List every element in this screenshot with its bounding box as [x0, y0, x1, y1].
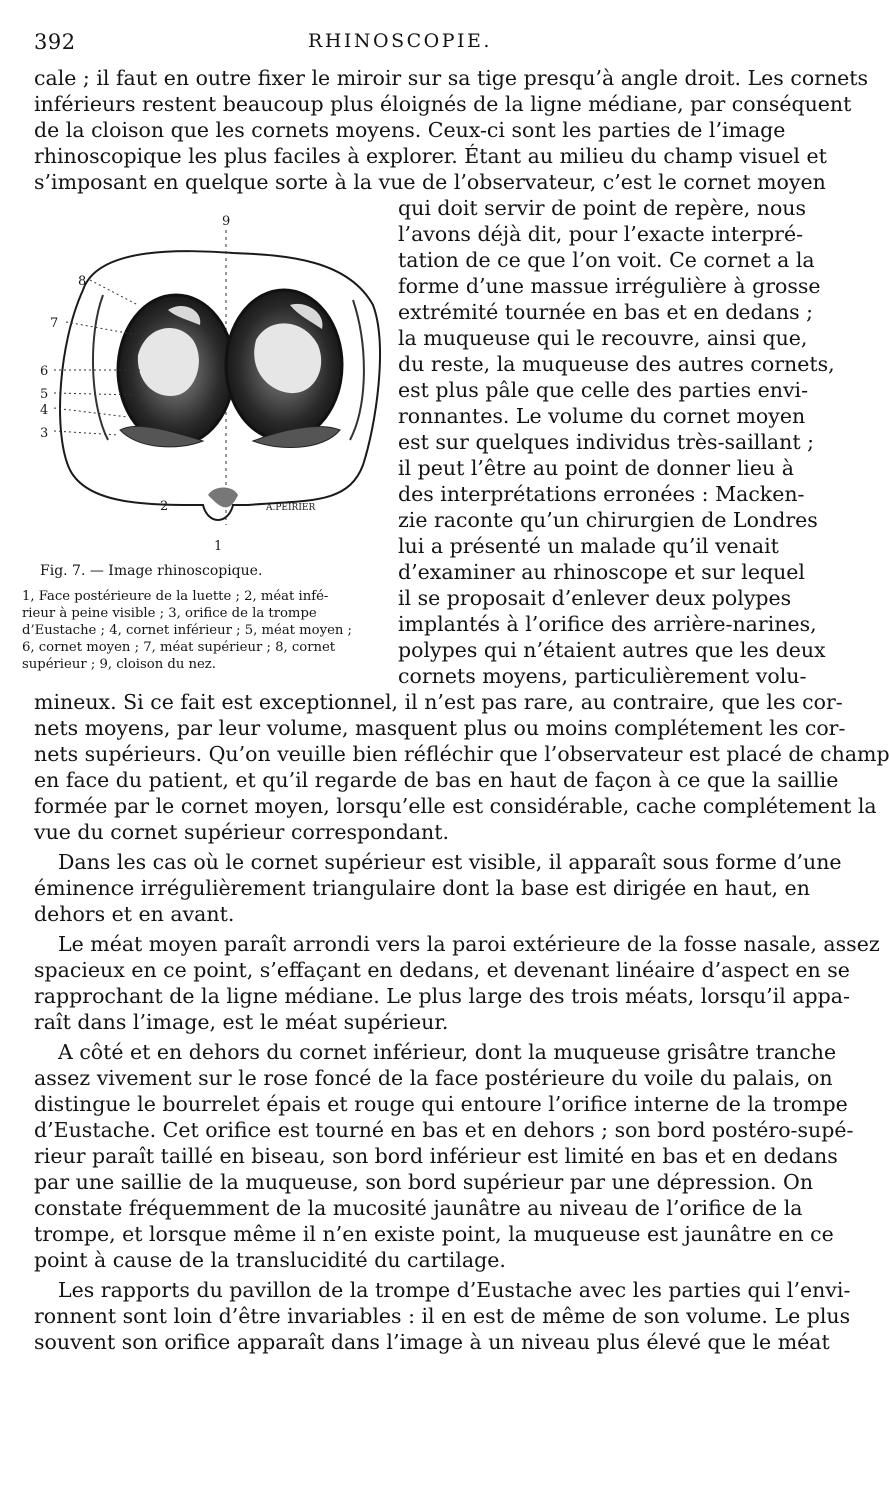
- engraver-signature: A.PEIRIER: [266, 503, 316, 513]
- text-line: constate fréquemment de la mucosité jaunâtre au niveau de l’orifice de la: [34, 1196, 803, 1220]
- text-line: mineux. Si ce fait est exceptionnel, il n’est pas rare, au contraire, que les cor-: [34, 690, 843, 714]
- text-line: rieur paraît taillé en biseau, son bord inférieur est limité en bas et en dedans: [34, 1144, 838, 1168]
- text-line: s’imposant en quelque sorte à la vue de l’observateur, c’est le cornet moyen: [34, 170, 826, 194]
- text-line: polypes qui n’étaient autres que les deux: [398, 638, 826, 662]
- text-line: point à cause de la translucidité du cartilage.: [34, 1248, 506, 1272]
- text-line: par une saillie de la muqueuse, son bord supérieur par une dépression. On: [34, 1170, 814, 1194]
- text-line: ronnent sont loin d’être invariables : il en est de même de son volume. Le plus: [34, 1304, 851, 1328]
- figure-caption-line: rieur à peine visible ; 3, orifice de la trompe: [22, 606, 317, 621]
- figure-caption-line: supérieur ; 9, cloison du nez.: [22, 657, 216, 672]
- figure-label-5: 5: [40, 387, 49, 402]
- figure-label-4: 4: [40, 403, 49, 418]
- text-line: forme d’une massue irrégulière à grosse: [398, 274, 821, 298]
- figure-label-6: 6: [40, 364, 49, 379]
- text-line: Les rapports du pavillon de la trompe d’Eustache avec les parties qui l’envi-: [58, 1278, 851, 1302]
- text-line: il se proposait d’enlever deux polypes: [398, 586, 792, 610]
- figure-label-3: 3: [40, 426, 49, 441]
- text-line: souvent son orifice apparaît dans l’image à un niveau plus élevé que le méat: [34, 1330, 830, 1354]
- text-line: vue du cornet supérieur correspondant.: [34, 820, 450, 844]
- figure-label-1: 1: [214, 539, 223, 554]
- text-line: nets supérieurs. Qu’on veuille bien réfléchir que l’observateur est placé de champ: [34, 742, 890, 766]
- text-line: la muqueuse qui le recouvre, ainsi que,: [398, 326, 808, 350]
- text-line: en face du patient, et qu’il regarde de bas en haut de façon à ce que la saillie: [34, 768, 839, 792]
- text-line: ronnantes. Le volume du cornet moyen: [398, 404, 806, 428]
- text-line: cornets moyens, particulièrement volu-: [398, 664, 807, 688]
- text-line: de la cloison que les cornets moyens. Ceux-ci sont les parties de l’image: [34, 118, 786, 142]
- text-line: dehors et en avant.: [34, 902, 235, 926]
- text-line: zie raconte qu’un chirurgien de Londres: [398, 508, 818, 532]
- text-line: tation de ce que l’on voit. Ce cornet a la: [398, 248, 815, 272]
- figure-label-7: 7: [50, 316, 59, 331]
- leader-line: [90, 280, 138, 305]
- text-line: l’avons déjà dit, pour l’exacte interpré-: [398, 222, 804, 246]
- text-line: lui a présenté un malade qu’il venait: [398, 534, 779, 558]
- text-line: extrémité tournée en bas et en dedans ;: [398, 300, 814, 324]
- text-line: assez vivement sur le rose foncé de la face postérieure du voile du palais, on: [34, 1066, 833, 1090]
- figure-label-2: 2: [160, 499, 169, 514]
- text-line: A côté et en dehors du cornet inférieur, dont la muqueuse grisâtre tranche: [58, 1040, 837, 1064]
- text-line: rapprochant de la ligne médiane. Le plus large des trois méats, lorsqu’il appa-: [34, 984, 850, 1008]
- text-line: formée par le cornet moyen, lorsqu’elle est considérable, cache complétement la: [34, 794, 877, 818]
- text-line: du reste, la muqueuse des autres cornets,: [398, 352, 835, 376]
- text-line: trompe, et lorsque même il n’en existe point, la muqueuse est jaunâtre en ce: [34, 1222, 834, 1246]
- figure-caption-line: d’Eustache ; 4, cornet inférieur ; 5, méat moyen ;: [22, 623, 352, 638]
- text-line: cale ; il faut en outre fixer le miroir sur sa tige presqu’à angle droit. Les cornets: [34, 66, 869, 90]
- text-line: spacieux en ce point, s’effaçant en dedans, et devenant linéaire d’aspect en se: [34, 958, 850, 982]
- text-line: implantés à l’orifice des arrière-narines,: [398, 612, 817, 636]
- page-number: 392: [34, 30, 76, 54]
- left-tube-outline: [93, 295, 108, 440]
- text-line: distingue le bourrelet épais et rouge qui entoure l’orifice interne de la trompe: [34, 1092, 848, 1116]
- figure-caption-line: 6, cornet moyen ; 7, méat supérieur ; 8, cornet: [22, 640, 336, 655]
- figure-label-8: 8: [78, 274, 87, 289]
- text-line: nets moyens, par leur volume, masquent plus ou moins complétement les cor-: [34, 716, 846, 740]
- text-line: éminence irrégulièrement triangulaire dont la base est dirigée en haut, en: [34, 876, 810, 900]
- text-line: raît dans l’image, est le méat supérieur.: [34, 1010, 449, 1034]
- running-title: RHINOSCOPIE.: [308, 30, 492, 52]
- leader-line: [54, 408, 128, 417]
- text-line: inférieurs restent beaucoup plus éloignés de la ligne médiane, par conséquent: [34, 92, 852, 116]
- figure-caption-line: 1, Face postérieure de la luette ; 2, méat infé-: [22, 589, 329, 604]
- figure-caption-title: Fig. 7. — Image rhinoscopique.: [40, 563, 263, 579]
- text-line: qui doit servir de point de repère, nous: [398, 196, 807, 220]
- leader-line: [54, 431, 118, 435]
- rhinoscopic-figure: [28, 205, 388, 560]
- right-tube-outline: [350, 300, 364, 440]
- text-line: des interprétations erronées : Macken-: [398, 482, 805, 506]
- text-line: est sur quelques individus très-saillant ;: [398, 430, 815, 454]
- text-line: est plus pâle que celle des parties envi-: [398, 378, 809, 402]
- text-line: il peut l’être au point de donner lieu à: [398, 456, 794, 480]
- figure-label-9: 9: [222, 214, 231, 229]
- text-line: Dans les cas où le cornet supérieur est visible, il apparaît sous forme d’une: [58, 850, 842, 874]
- text-line: d’Eustache. Cet orifice est tourné en bas et en dehors ; son bord postéro-supé-: [34, 1118, 854, 1142]
- text-line: Le méat moyen paraît arrondi vers la paroi extérieure de la fosse nasale, assez: [58, 932, 880, 956]
- text-line: d’examiner au rhinoscope et sur lequel: [398, 560, 805, 584]
- text-line: rhinoscopique les plus faciles à explorer. Étant au milieu du champ visuel et: [34, 144, 827, 168]
